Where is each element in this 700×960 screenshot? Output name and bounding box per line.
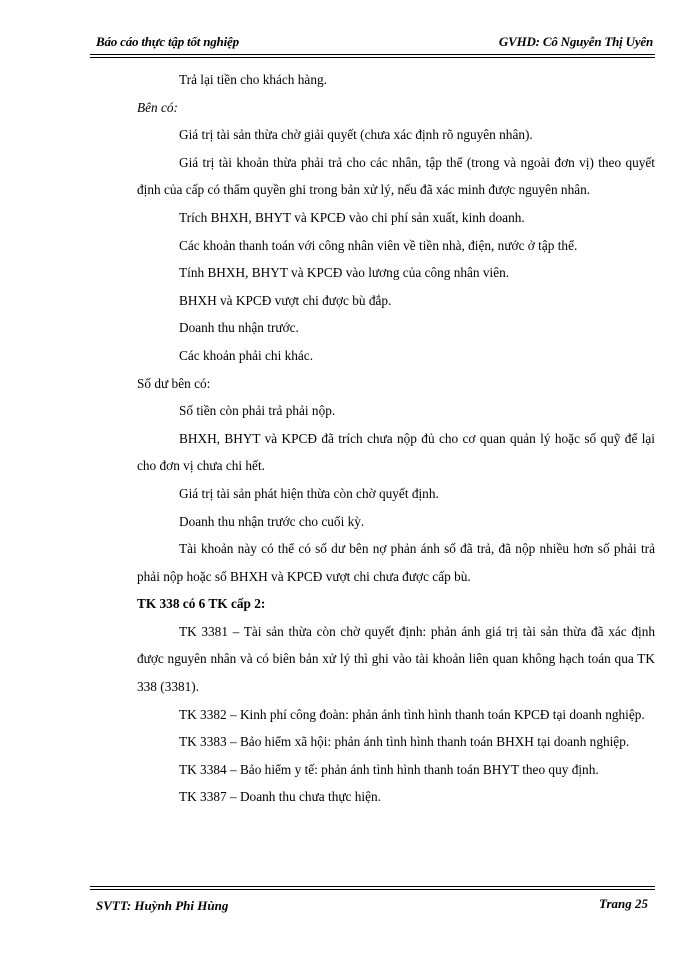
paragraph: Các khoản phải chi khác. (179, 347, 314, 363)
paragraph: TK 3381 – Tài sản thừa còn chờ quyết định: phản ánh giá trị tài sản thừa đã xác định được nguyên nhân và có biên bản xử lý thì ghi vào tài khoản liên quan không hạch toán qua TK 338 (3381). (137, 623, 655, 695)
footer-rule-top (90, 886, 655, 887)
paragraph: TK 3384 – Bảo hiểm y tế: phản ánh tình hình thanh toán BHYT theo quy định. (179, 761, 599, 777)
section-heading-tk338: TK 338 có 6 TK cấp 2: (137, 596, 266, 612)
paragraph: Giá trị tài sản thừa chờ giải quyết (chưa xác định rõ nguyên nhân). (179, 127, 533, 143)
paragraph: Trích BHXH, BHYT và KPCĐ vào chi phí sản xuất, kinh doanh. (179, 209, 525, 225)
page-number: Trang 25 (599, 896, 648, 911)
paragraph: BHXH, BHYT và KPCĐ đã trích chưa nộp đủ cho cơ quan quản lý hoặc số quỹ để lại cho đơn vị chưa chi hết. (137, 430, 655, 474)
paragraph: BHXH và KPCĐ vượt chi được bù đắp. (179, 292, 392, 308)
header-report-title: Báo cáo thực tập tốt nghiệp (96, 34, 239, 49)
paragraph: Các khoản thanh toán với công nhân viên về tiền nhà, điện, nước ở tập thể. (179, 237, 578, 253)
paragraph: Doanh thu nhận trước. (179, 320, 299, 336)
header-rule-top (90, 54, 655, 55)
paragraph: Doanh thu nhận trước cho cuối kỳ. (179, 513, 365, 529)
footer-rule-bottom (90, 889, 655, 890)
paragraph: Tài khoản này có thể có số dư bên nợ phản ánh số đã trả, đã nộp nhiều hơn số phải trả phải nộp hoặc số BHXH và KPCĐ vượt chi chưa được cấp bù. (137, 541, 655, 584)
header-advisor: GVHD: Cô Nguyễn Thị Uyên (498, 34, 653, 49)
header-rule-bottom (90, 57, 655, 58)
section-heading-credit: Bên có: (137, 99, 178, 115)
paragraph: Trả lại tiền cho khách hàng. (179, 72, 327, 87)
paragraph: Giá trị tài sản phát hiện thừa còn chờ quyết định. (179, 485, 439, 501)
paragraph: Tính BHXH, BHYT và KPCĐ vào lương của công nhân viên. (179, 265, 510, 281)
section-heading-credit-balance: Số dư bên có: (137, 375, 211, 391)
paragraph: TK 3382 – Kinh phí công đoàn: phản ánh tình hình thanh toán KPCĐ tại doanh nghiệp. (179, 706, 645, 722)
paragraph: TK 3387 – Doanh thu chưa thực hiện. (179, 789, 382, 805)
paragraph: Giá trị tài khoản thừa phải trả cho các nhân, tập thể (trong và ngoài đơn vị) theo quyết định của cấp có thẩm quyền ghi trong bản xử lý, nếu đã xác minh được nguyên nhân. (137, 154, 655, 198)
document-body (137, 66, 655, 811)
footer-student: SVTT: Huỳnh Phi Hùng (96, 898, 229, 913)
paragraph: Số tiền còn phải trả phải nộp. (179, 403, 336, 419)
paragraph: TK 3383 – Bảo hiểm xã hội: phản ánh tình hình thanh toán BHXH tại doanh nghiệp. (179, 734, 630, 750)
